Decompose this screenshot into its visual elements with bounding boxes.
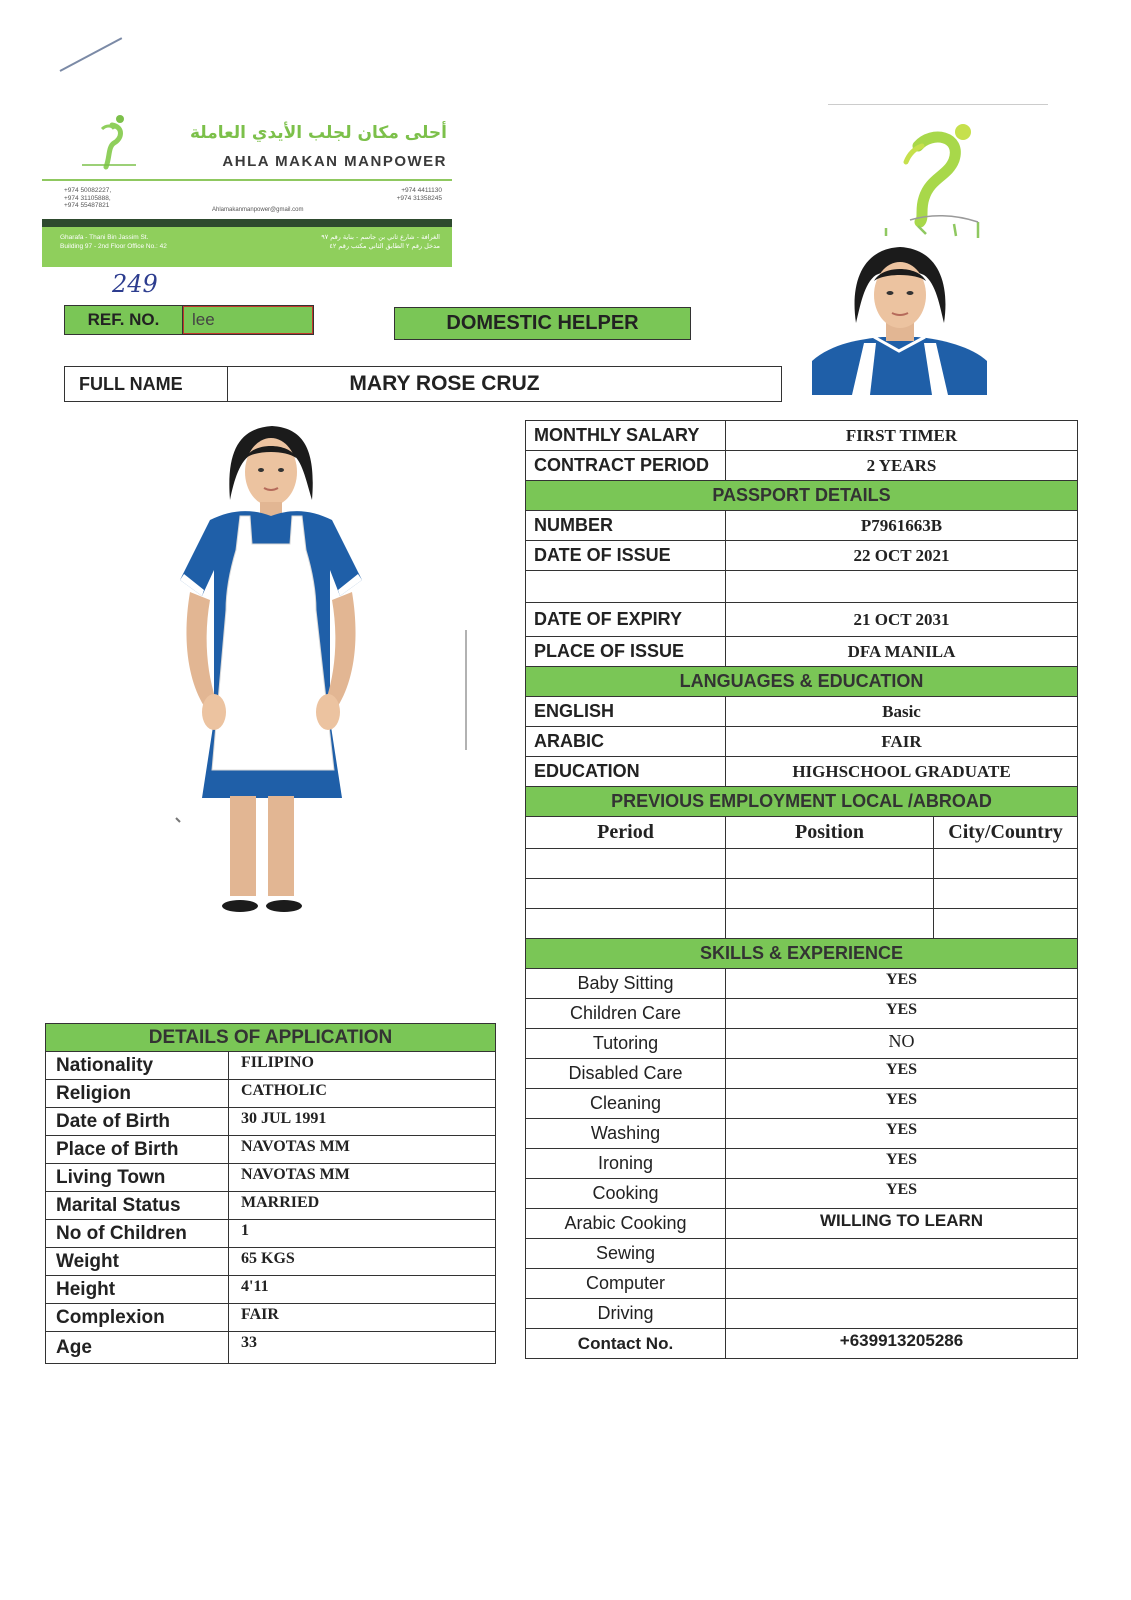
applicant-full-body-photo	[80, 420, 470, 960]
application-heading: DETAILS OF APPLICATION	[46, 1024, 496, 1052]
age-label: Age	[46, 1332, 229, 1364]
empty-cell	[726, 849, 934, 879]
table-row	[46, 1136, 496, 1164]
education-value: HIGHSCHOOL GRADUATE	[726, 757, 1078, 787]
empty-cell	[934, 879, 1078, 909]
english-value: Basic	[726, 697, 1078, 727]
table-header-row	[526, 817, 1078, 849]
table-row	[526, 757, 1078, 787]
company-phones-right: +974 4411130 +974 31358245	[396, 187, 442, 202]
skill-value: YES	[726, 999, 1078, 1029]
arabic-value: FAIR	[726, 727, 1078, 757]
date-of-issue-label: DATE OF ISSUE	[526, 541, 726, 571]
passport-number-value: P7961663B	[726, 511, 1078, 541]
company-name-english: AHLA MAKAN MANPOWER	[222, 153, 447, 170]
pen-stroke	[60, 37, 123, 72]
living-town-label: Living Town	[46, 1164, 229, 1192]
living-town-value: NAVOTAS MM	[229, 1164, 496, 1192]
table-row	[46, 1304, 496, 1332]
table-row	[526, 727, 1078, 757]
empty-cell	[526, 849, 726, 879]
contact-number: +639913205286	[726, 1329, 1078, 1359]
full-name-label: FULL NAME	[65, 367, 228, 401]
skill-label: Sewing	[526, 1239, 726, 1269]
empty-row	[526, 849, 1078, 879]
table-row	[46, 1220, 496, 1248]
nationality-value: FILIPINO	[229, 1052, 496, 1080]
skill-row	[526, 1149, 1078, 1179]
date-of-expiry-label: DATE OF EXPIRY	[526, 603, 726, 637]
table-row	[46, 1164, 496, 1192]
contract-period-value: 2 YEARS	[726, 451, 1078, 481]
empty-cell	[526, 571, 726, 603]
skill-row	[526, 1119, 1078, 1149]
religion-value: CATHOLIC	[229, 1080, 496, 1108]
weight-label: Weight	[46, 1248, 229, 1276]
section-header-row	[526, 787, 1078, 817]
weight-value: 65 KGS	[229, 1248, 496, 1276]
date-of-expiry-value: 21 OCT 2031	[726, 603, 1078, 637]
table-row	[46, 1192, 496, 1220]
empty-row	[526, 909, 1078, 939]
skill-label: Baby Sitting	[526, 969, 726, 999]
company-address-arabic: الغرافة - شارع ثاني بن جاسم - بناية رقم ٩٧ مدخل رقم ٢ الطابق الثاني مكتب رقم ٤٢	[321, 233, 440, 250]
details-of-application-table	[45, 1023, 496, 1364]
table-row	[46, 1052, 496, 1080]
monthly-salary-value: FIRST TIMER	[726, 421, 1078, 451]
skill-row	[526, 1209, 1078, 1239]
company-logo-icon	[72, 111, 142, 171]
skill-label: Children Care	[526, 999, 726, 1029]
empty-row	[526, 571, 1078, 603]
place-of-birth-value: NAVOTAS MM	[229, 1136, 496, 1164]
complexion-label: Complexion	[46, 1304, 229, 1332]
table-row	[526, 637, 1078, 667]
table-row	[46, 1276, 496, 1304]
table-row	[46, 1248, 496, 1276]
skills-heading: SKILLS & EXPERIENCE	[526, 939, 1078, 969]
marital-status-value: MARRIED	[229, 1192, 496, 1220]
section-header-row	[526, 481, 1078, 511]
skill-value: YES	[726, 1089, 1078, 1119]
skill-row	[526, 969, 1078, 999]
height-value: 4'11	[229, 1276, 496, 1304]
table-row	[46, 1108, 496, 1136]
full-name-value: MARY ROSE CRUZ	[349, 372, 540, 395]
skill-row	[526, 1239, 1078, 1269]
section-header-row	[526, 939, 1078, 969]
age-value: 33	[229, 1332, 496, 1364]
table-row	[526, 421, 1078, 451]
skill-value	[726, 1299, 1078, 1329]
skill-value: YES	[726, 969, 1078, 999]
handwritten-number: 249	[112, 270, 158, 298]
table-row	[526, 603, 1078, 637]
skill-value: YES	[726, 1179, 1078, 1209]
height-label: Height	[46, 1276, 229, 1304]
skill-value	[726, 1269, 1078, 1299]
table-row	[526, 451, 1078, 481]
date-of-birth-value: 30 JUL 1991	[229, 1108, 496, 1136]
empty-cell	[526, 879, 726, 909]
passport-details-heading: PASSPORT DETAILS	[526, 481, 1078, 511]
date-of-birth-label: Date of Birth	[46, 1108, 229, 1136]
skill-value: NO	[726, 1029, 1078, 1059]
date-of-issue-value: 22 OCT 2021	[726, 541, 1078, 571]
brand-logo-icon	[858, 118, 1018, 248]
table-row	[526, 541, 1078, 571]
no-of-children-value: 1	[229, 1220, 496, 1248]
no-of-children-label: No of Children	[46, 1220, 229, 1248]
skill-row	[526, 1059, 1078, 1089]
passport-number-label: NUMBER	[526, 511, 726, 541]
religion-label: Religion	[46, 1080, 229, 1108]
skill-value: WILLING TO LEARN	[726, 1209, 1078, 1239]
ref-number-box	[64, 305, 314, 335]
place-of-issue-value: DFA MANILA	[726, 637, 1078, 667]
empty-cell	[526, 909, 726, 939]
skill-row	[526, 999, 1078, 1029]
complexion-value: FAIR	[229, 1304, 496, 1332]
contact-row	[526, 1329, 1078, 1359]
previous-employment-heading: PREVIOUS EMPLOYMENT LOCAL /ABROAD	[526, 787, 1078, 817]
position-column-header: Position	[726, 817, 934, 849]
empty-cell	[726, 879, 934, 909]
skill-label: Tutoring	[526, 1029, 726, 1059]
skill-row	[526, 1299, 1078, 1329]
english-label: ENGLISH	[526, 697, 726, 727]
skill-value: YES	[726, 1149, 1078, 1179]
education-label: EDUCATION	[526, 757, 726, 787]
monthly-salary-label: MONTHLY SALARY	[526, 421, 726, 451]
empty-cell	[726, 571, 1078, 603]
section-header-row	[46, 1024, 496, 1052]
skill-label: Arabic Cooking	[526, 1209, 726, 1239]
skill-row	[526, 1089, 1078, 1119]
section-header-row	[526, 667, 1078, 697]
applicant-portrait	[812, 243, 987, 395]
skill-row	[526, 1179, 1078, 1209]
table-row	[46, 1332, 496, 1364]
skill-label: Cooking	[526, 1179, 726, 1209]
contact-label: Contact No.	[526, 1329, 726, 1359]
company-email: Ahlamakanmanpower@gmail.com	[212, 207, 304, 213]
skill-value: YES	[726, 1059, 1078, 1089]
ref-value: lee	[183, 306, 313, 334]
company-header-card	[42, 105, 452, 267]
ref-label: REF. NO.	[65, 306, 183, 334]
table-row	[526, 697, 1078, 727]
job-title: DOMESTIC HELPER	[394, 307, 691, 340]
skill-label: Washing	[526, 1119, 726, 1149]
skill-label: Computer	[526, 1269, 726, 1299]
place-of-birth-label: Place of Birth	[46, 1136, 229, 1164]
empty-cell	[934, 909, 1078, 939]
empty-cell	[934, 849, 1078, 879]
faint-divider	[828, 104, 1048, 105]
skill-row	[526, 1029, 1078, 1059]
marital-status-label: Marital Status	[46, 1192, 229, 1220]
header-dark-bar	[42, 219, 452, 227]
nationality-label: Nationality	[46, 1052, 229, 1080]
applicant-details-table	[525, 420, 1078, 1359]
company-phones-left: +974 50082227, +974 31105888, +974 55487821	[64, 187, 112, 209]
table-row	[526, 511, 1078, 541]
contract-period-label: CONTRACT PERIOD	[526, 451, 726, 481]
company-name-arabic: أحلى مكان لجلب الأيدي العاملة	[189, 123, 447, 143]
company-address-english: Gharafa - Thani Bin Jassim St. Building 97 - 2nd Floor Office No.: 42	[60, 234, 167, 250]
languages-heading: LANGUAGES & EDUCATION	[526, 667, 1078, 697]
city-country-column-header: City/Country	[934, 817, 1078, 849]
skill-value: YES	[726, 1119, 1078, 1149]
skill-row	[526, 1269, 1078, 1299]
place-of-issue-label: PLACE OF ISSUE	[526, 637, 726, 667]
period-column-header: Period	[526, 817, 726, 849]
full-name-box	[64, 366, 782, 402]
skill-label: Driving	[526, 1299, 726, 1329]
skill-label: Ironing	[526, 1149, 726, 1179]
arabic-label: ARABIC	[526, 727, 726, 757]
skill-label: Cleaning	[526, 1089, 726, 1119]
skill-value	[726, 1239, 1078, 1269]
table-row	[46, 1080, 496, 1108]
empty-row	[526, 879, 1078, 909]
empty-cell	[726, 909, 934, 939]
skill-label: Disabled Care	[526, 1059, 726, 1089]
header-divider	[42, 179, 452, 181]
